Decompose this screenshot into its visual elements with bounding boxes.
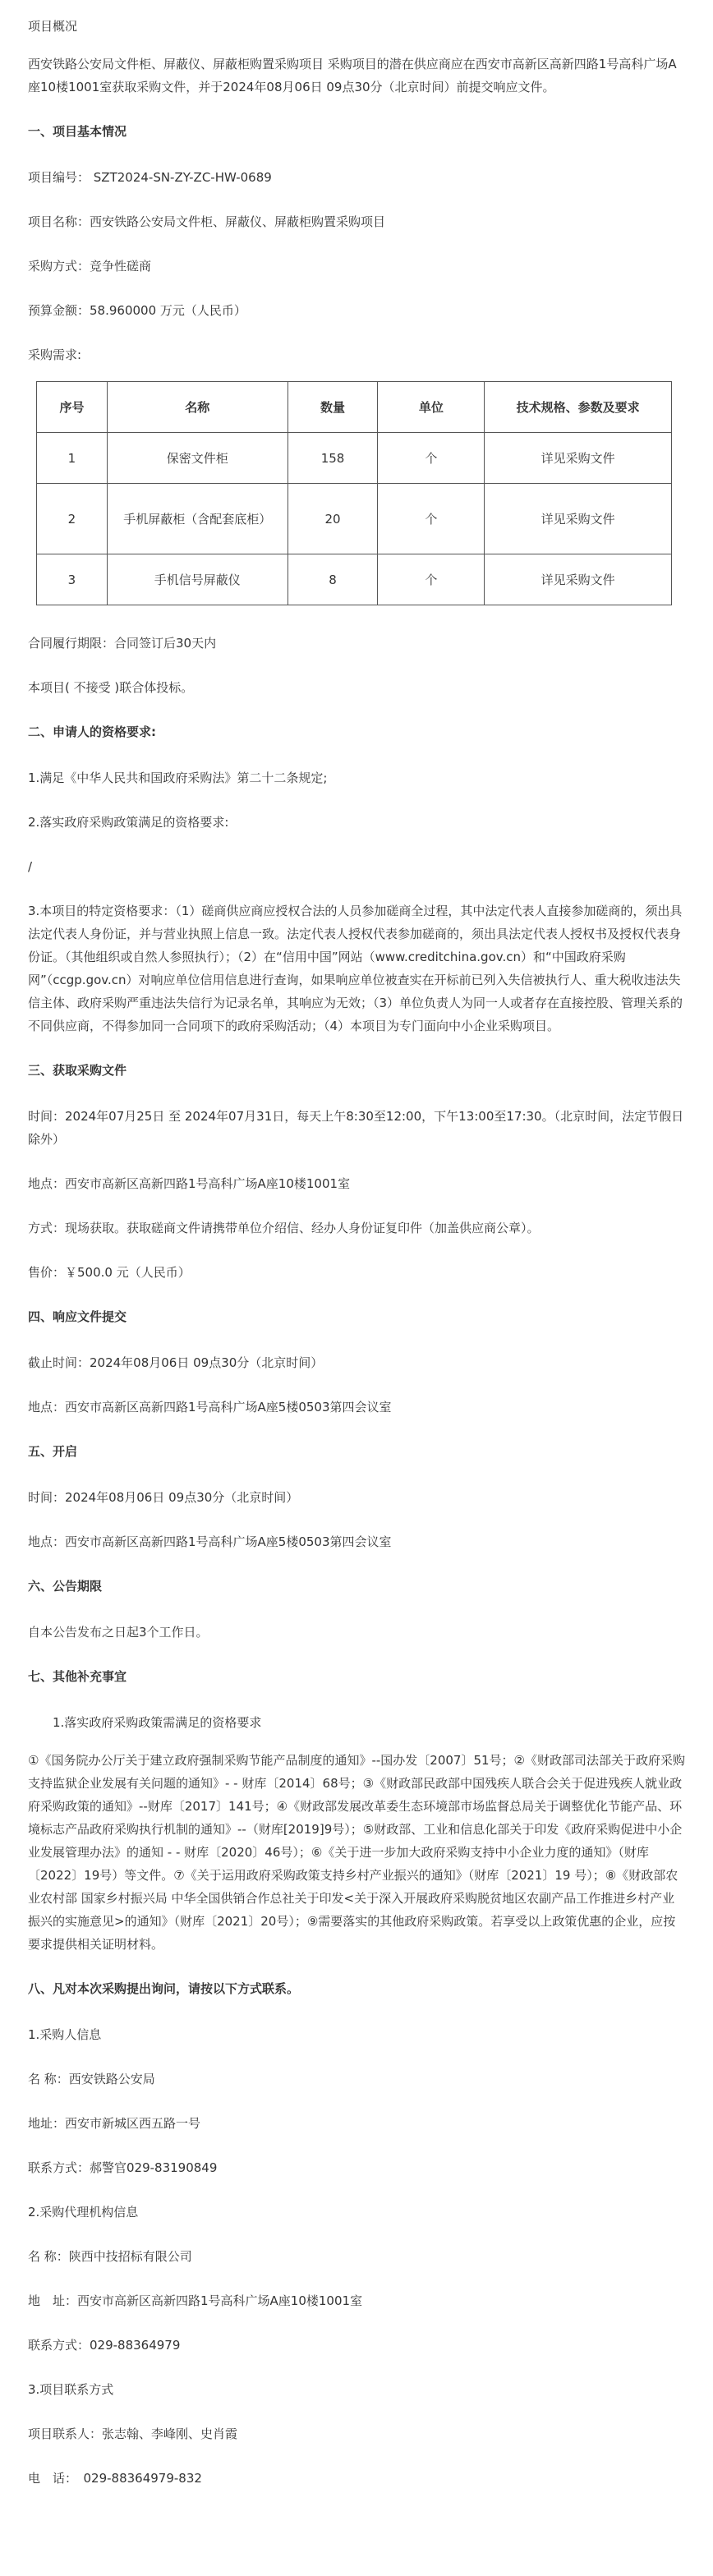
- section-heading-contacts: 八、凡对本次采购提出询问，请按以下方式联系。: [28, 1981, 300, 1996]
- consortium-policy: 本项目( 不接受 )联合体投标。: [28, 680, 194, 695]
- table-cell: 158: [288, 433, 378, 484]
- overview-title: 项目概况: [28, 19, 78, 34]
- buyer-info-title: 1.采购人信息: [28, 2027, 102, 2042]
- budget-amount: 预算金额：58.960000 万元（人民币）: [28, 303, 246, 318]
- table-cell: 20: [288, 484, 378, 554]
- opening-time: 时间：2024年08月06日 09点30分（北京时间）: [28, 1490, 299, 1505]
- section-heading-obtain-documents: 三、获取采购文件: [28, 1063, 127, 1078]
- table-header-cell: 名称: [107, 382, 288, 433]
- notice-period-text: 自本公告发布之日起3个工作日。: [28, 1625, 209, 1640]
- obtain-way: 方式：现场获取。获取磋商文件请携带单位介绍信、经办人身份证复印件（加盖供应商公章）。: [28, 1221, 540, 1235]
- section-heading-qualifications: 二、申请人的资格要求:: [28, 724, 156, 739]
- section-heading-basic-info: 一、项目基本情况: [28, 124, 127, 139]
- section-heading-submission: 四、响应文件提交: [28, 1309, 127, 1324]
- table-header-cell: 序号: [37, 382, 108, 433]
- table-cell: 1: [37, 433, 108, 484]
- table-cell: 3: [37, 554, 108, 605]
- agent-name: 名 称：陕西中技招标有限公司: [28, 2249, 192, 2264]
- table-row: [37, 433, 672, 484]
- qualification-1: 1.满足《中华人民共和国政府采购法》第二十二条规定;: [28, 770, 328, 785]
- table-row: [37, 484, 672, 554]
- table-cell: 个: [378, 554, 485, 605]
- table-cell: 详见采购文件: [485, 554, 672, 605]
- section-heading-notice-period: 六、公告期限: [28, 1579, 103, 1594]
- table-header-cell: 数量: [288, 382, 378, 433]
- table-row: [37, 554, 672, 605]
- table-cell: 个: [378, 484, 485, 554]
- table-cell: 保密文件柜: [107, 433, 288, 484]
- contract-period: 合同履行期限：合同签订后30天内: [28, 636, 217, 651]
- project-number: 项目编号： SZT2024-SN-ZY-ZC-HW-0689: [28, 170, 272, 185]
- table-cell: 2: [37, 484, 108, 554]
- agent-address: 地 址：西安市高新区高新四路1号高科广场A座10楼1001室: [28, 2293, 363, 2308]
- document-price: 售价：￥500.0 元（人民币）: [28, 1265, 191, 1280]
- table-cell: 8: [288, 554, 378, 605]
- table-cell: 手机屏蔽柜（含配套底柜）: [107, 484, 288, 554]
- table-cell: 个: [378, 433, 485, 484]
- obtain-place: 地点：西安市高新区高新四路1号高科广场A座10楼1001室: [28, 1176, 351, 1191]
- section-heading-opening: 五、开启: [28, 1444, 78, 1459]
- table-cell: 详见采购文件: [485, 433, 672, 484]
- project-contact-phone: 电 话： 029-88364979-832: [28, 2471, 202, 2486]
- table-header-cell: 技术规格、参数及要求: [485, 382, 672, 433]
- obtain-time: 时间：2024年07月25日 至 2024年07月31日，每天上午8:30至12:00，下午13:00至17:30。（北京时间，法定节假日除外）: [28, 1109, 684, 1147]
- section-heading-other-matters: 七、其他补充事宜: [28, 1669, 127, 1684]
- requirements-table: [36, 381, 672, 605]
- project-name: 项目名称：西安铁路公安局文件柜、屏蔽仪、屏蔽柜购置采购项目: [28, 214, 386, 229]
- project-contact-title: 3.项目联系方式: [28, 2382, 114, 2397]
- table-cell: 手机信号屏蔽仪: [107, 554, 288, 605]
- buyer-address: 地址：西安市新城区西五路一号: [28, 2116, 201, 2131]
- table-header-cell: 单位: [378, 382, 485, 433]
- policy-text: ①《国务院办公厅关于建立政府强制采购节能产品制度的通知》--国办发〔2007〕51号；②《财政部司法部关于政府采购支持监狱企业发展有关问题的通知》- - 财库〔2014〕68号；③《财政部民政部中国残疾人联合会关于促进残疾人就业政府采购政策的通知》--财库〔2017〕141号；④《财政部发展改革委生态环境部市场监督总局关于调整优化节能产品、环境标志产品政府采购执行机制的通知》--（财库[2019]9号）；⑤财政部、工业和信息化部关于印发《政府采购促进中小企业发展管理办法》的通知 - - 财库〔2020〕46号）；⑥《关于进一步加大政府采购支持中小企业力度的通知》（财库〔2022〕19号）等文件。⑦《关于运用政府采购政策支持乡村产业振兴的通知》（财库〔2021〕19 号）；⑧《财政部农业农村部 国家乡村振兴局 中华全国供销合作总社关于印发<关于深入开展政府采购脱贫地区农副产品工作推进乡村产业振兴的实施意见>的通知》（财库〔2021〕20号）；⑨需要落实的其他政府采购政策。若享受以上政策优惠的企业，应按要求提供相关证明材料。: [28, 1753, 685, 1952]
- table-header-row: [37, 382, 672, 433]
- agent-info-title: 2.采购代理机构信息: [28, 2205, 139, 2220]
- project-contact-people: 项目联系人：张志翰、李峰刚、史肖霞: [28, 2426, 238, 2441]
- submission-place: 地点：西安市高新区高新四路1号高科广场A座5楼0503第四会议室: [28, 1400, 392, 1414]
- buyer-name: 名 称：西安铁路公安局: [28, 2072, 155, 2086]
- buyer-contact: 联系方式：郝警官029-83190849: [28, 2160, 218, 2175]
- table-cell: 详见采购文件: [485, 484, 672, 554]
- agent-contact: 联系方式：029-88364979: [28, 2338, 181, 2353]
- requirement-label: 采购需求:: [28, 347, 82, 362]
- qualification-2-value: /: [28, 859, 33, 874]
- qualification-2: 2.落实政府采购政策满足的资格要求:: [28, 815, 229, 830]
- policy-subheading: 1.落实政府采购政策需满足的资格要求: [53, 1715, 262, 1730]
- submission-deadline: 截止时间：2024年08月06日 09点30分（北京时间）: [28, 1355, 324, 1370]
- procurement-method: 采购方式：竞争性磋商: [28, 259, 152, 274]
- overview-text: 西安铁路公安局文件柜、屏蔽仪、屏蔽柜购置采购项目 采购项目的潜在供应商应在西安市高新区高新四路1号高科广场A座10楼1001室获取采购文件，并于2024年08月06日 09点30分（北京时间）前提交响应文件。: [28, 57, 677, 94]
- opening-place: 地点：西安市高新区高新四路1号高科广场A座5楼0503第四会议室: [28, 1534, 392, 1549]
- qualification-3: 3.本项目的特定资格要求：（1）磋商供应商应授权合法的人员参加磋商全过程，其中法定代表人直接参加磋商的，须出具法定代表人身份证，并与营业执照上信息一致。法定代表人授权代表参加磋商的，须出具法定代表人授权书及授权代表身份证。（其他组织或自然人参照执行）；（2）在“信用中国”网站（www.creditchina.gov.cn）和“中国政府采购网”（ccgp.gov.cn）对响应单位信用信息进行查询，如果响应单位被查实在开标前已列入失信被执行人、重大税收违法失信主体、政府采购严重违法失信行为记录名单，其响应为无效；（3）单位负责人为同一人或者存在直接控股、管理关系的不同供应商，不得参加同一合同项下的政府采购活动；（4）本项目为专门面向中小企业采购项目。: [28, 904, 683, 1033]
